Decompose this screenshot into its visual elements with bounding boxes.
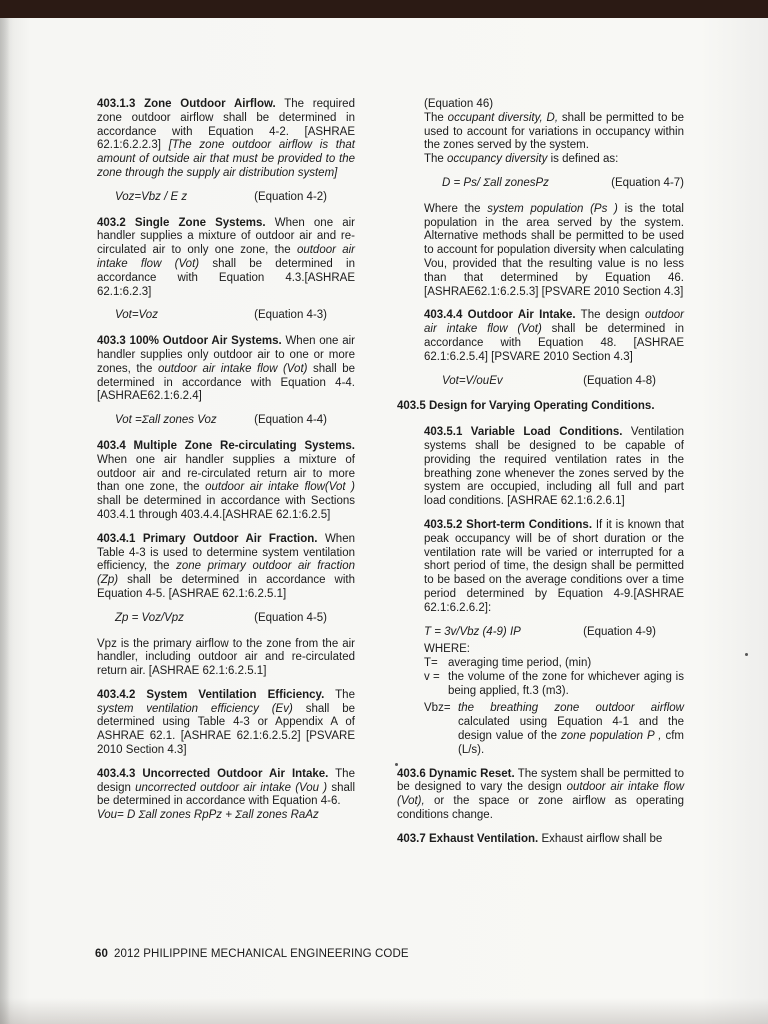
vpz-definition: Vpz is the primary airflow to the zone from the air handler, including outdoor air and re-circulated return air. [ASHRAE 62.1:6.2.5.1] [97, 637, 355, 678]
section-text: shall be determined using Table 4-3 or Appendix A of ASHRAE 62.1. [ASHRAE 62.1:6.2.5.2] [PSVARE 2010 Section 4.3] [97, 702, 355, 757]
occupancy-diversity-definition [424, 153, 684, 167]
section-heading: 403.4.3 Uncorrected Outdoor Air Intake. [97, 767, 329, 780]
text: Exhaust airflow shall be [541, 832, 663, 845]
definition-key: Vbz= [424, 702, 451, 715]
section-403-4-4 [424, 309, 684, 364]
section-text: shall be determined in accordance with Equation 4-5. [ASHRAE 62.1:6.2.5.1] [97, 574, 355, 600]
section-heading: 403.2 Single Zone Systems. [97, 216, 266, 229]
definition-value: averaging time period, (min) [448, 657, 592, 670]
text: shall be determined in accordance with Equation 48. [ASHRAE 62.1:6.2.5.4] [PSVARE 2010 Section 4.3] [424, 323, 685, 363]
section-text: shall be determined in accordance with Equation 4-6. [97, 781, 356, 808]
text: The design [580, 309, 640, 322]
equation-4-3 [97, 309, 355, 323]
text: The system shall be permitted to be designed to vary the design [397, 767, 684, 794]
system-population-text [424, 203, 684, 300]
section-heading: 403.3 100% Outdoor Air Systems. [97, 335, 282, 348]
section-italic-text: outdoor air intake flow(Vot ) [205, 481, 355, 494]
italic-text: zone population P , [560, 730, 662, 743]
italic-text: system population (Ps ) [487, 202, 618, 215]
section-403-4-3 [97, 768, 355, 809]
section-italic-text: system ventilation efficiency (Ev) [97, 702, 293, 715]
italic-text: outdoor air intake flow (Vot) [424, 309, 684, 336]
page-number: 60 [95, 948, 108, 960]
text: or the space or zone airflow as operating conditions change. [397, 795, 684, 822]
equation-formula: Voz=Vbz / E z [115, 190, 188, 203]
section-text: shall be determined in accordance with Equation 4-4. [ASHRAE62.1:6.2.4] [97, 362, 355, 403]
section-text: The [335, 688, 355, 701]
section-403-4-1 [97, 533, 355, 602]
where-label: WHERE: [424, 643, 470, 656]
italic-text: the breathing zone outdoor airflow [458, 702, 684, 715]
equation-label: (Equation 4-3) [254, 309, 327, 322]
scan-speck [395, 763, 398, 766]
text: The [424, 153, 444, 166]
section-heading: 403.4.4 Outdoor Air Intake. [424, 309, 576, 322]
left-column [97, 98, 355, 823]
text: The [424, 111, 444, 124]
section-text: When one air handler supplies only outdoor air to one or more zones, the [97, 335, 355, 375]
italic-text: occupancy diversity [447, 153, 548, 166]
section-text: shall be determined in accordance with Equation 4.3.[ASHRAE 62.1:6.2.3] [97, 257, 355, 298]
scan-speck [745, 653, 748, 656]
section-italic-text: outdoor air intake flow (Vot) [157, 362, 308, 375]
equation-4-8 [424, 375, 684, 389]
page-edge-shadow [0, 998, 768, 1024]
italic-text: occupant diversity, D, [447, 111, 559, 124]
equation-4-4 [97, 414, 355, 428]
section-403-6 [397, 768, 684, 823]
section-italic-text: outdoor air intake flow (Vot) [97, 244, 355, 270]
equation-label: (Equation 4-9) [583, 625, 656, 638]
section-text: When one air handler supplies a mixture of outdoor air and re-circulated air to only one zone, the [97, 216, 355, 257]
equation-4-6-formula: Vou= D Σall zones RpPz + Σall zones RaAz [97, 809, 319, 822]
section-403-1-3 [97, 98, 355, 181]
section-text: When one air handler supplies a mixture of outdoor air and re-circulated return air to more than one zone, the [97, 453, 355, 494]
equation-4-9 [424, 626, 684, 640]
text: calculated using Equation 4-1 and the design value of the [458, 716, 684, 743]
text: Ventilation systems shall be designed to be capable of providing the required ventilation rates in the breathing zone whenever the zones served by the system are occupied, including all full and part load conditions. [ASHRAE 62.1:6.2.6.1] [424, 426, 684, 508]
definition-value [458, 702, 684, 757]
section-italic-text: [The zone outdoor airflow is that amount of outside air that must be provided to the zone through the supply air distribution system] [97, 139, 355, 179]
definitions-list [424, 657, 684, 758]
section-403-4-2 [97, 689, 355, 758]
section-heading: 403.4.2 System Ventilation Efficiency. [97, 688, 325, 701]
equation-4-2 [97, 191, 355, 205]
definition-value: the volume of the zone for whichever aging is being applied, ft.3 (m3). [448, 670, 684, 697]
footer-title: 2012 PHILIPPINE MECHANICAL ENGINEERING CODE [114, 948, 409, 960]
text: is the total population in the area served by the system. Alternative methods shall be permitted to be used to account for population diversity when calculating Vou, provided that the resulting value is no less than that determined by Equation 46. [ASHRAE62.1:6.2.5.3] [PSVARE 2010 Section 4.3] [424, 202, 684, 298]
equation-label: (Equation 4-8) [583, 374, 656, 387]
text: If it is known that peak occupancy will be of short duration or the ventilation rate will be varied or interrupted for a short period of time, the design shall be permitted to be based on the average conditions over a time period determined by Equation 4-9.[ASHRAE 62.1:6.2.6.2]: [424, 518, 684, 614]
definition-key: v = [424, 670, 440, 683]
document-page [0, 18, 768, 1024]
equation-label: (Equation 4-2) [254, 190, 327, 203]
section-403-3 [97, 335, 355, 404]
section-italic-text: zone primary outdoor air fraction (Zp) [97, 560, 355, 587]
section-heading: 403.6 Dynamic Reset. [397, 767, 515, 780]
italic-text: outdoor air intake flow (Vot), [397, 781, 684, 808]
section-text: shall be determined in accordance with Sections 403.4.1 through 403.4.4.[ASHRAE 62.1:6.2.5] [97, 495, 355, 521]
section-text: The required zone outdoor airflow shall be determined in accordance with Equation 4-2. [ASHRAE 62.1:6.2.2.3] [97, 98, 355, 152]
text: Where the [424, 202, 481, 215]
equation-reference: (Equation 46) [424, 98, 494, 110]
section-heading: 403.5.2 Short-term Conditions. [424, 518, 593, 531]
section-403-5-1 [424, 426, 684, 509]
definition-row [424, 657, 684, 671]
equation-formula: T = 3v/Vbz (4-9) IP [424, 625, 521, 638]
section-text: When Table 4-3 is used to determine system ventilation efficiency, the [97, 532, 355, 573]
text: shall be permitted to be used to account for variations in occupancy within the zones served by the system. [424, 111, 684, 152]
section-text: The design [97, 767, 355, 794]
equation-4-5 [97, 612, 355, 626]
section-italic-text: uncorrected outdoor air intake (Vou ) [135, 781, 328, 794]
equation-label: (Equation 4-4) [254, 414, 327, 427]
section-heading: 403.4 Multiple Zone Re-circulating Systems. [97, 439, 355, 452]
section-403-2 [97, 217, 355, 300]
section-heading: 403.1.3 Zone Outdoor Airflow. [97, 98, 276, 110]
equation-formula: Vot =Σall zones Voz [115, 414, 217, 427]
equation-label: (Equation 4-5) [254, 611, 327, 624]
equation-formula: D = Ps/ Σall zonesPz [442, 176, 549, 189]
definition-key: T= [424, 657, 438, 670]
definition-row [424, 671, 684, 699]
section-heading: 403.5.1 Variable Load Conditions. [424, 426, 623, 439]
section-heading: 403.4.1 Primary Outdoor Air Fraction. [97, 532, 318, 545]
equation-formula: Vot=Voz [115, 309, 158, 322]
section-403-5-2 [424, 519, 684, 616]
occupant-diversity-text [424, 112, 684, 153]
section-403-5-title: 403.5 Design for Varying Operating Conditions. [397, 400, 655, 413]
text: is defined as: [550, 153, 619, 166]
equation-label: (Equation 4-7) [611, 176, 684, 189]
equation-4-7 [424, 177, 684, 191]
section-403-5-body [397, 426, 684, 758]
section-heading: 403.7 Exhaust Ventilation. [397, 832, 539, 845]
equation-46-continuation [397, 98, 684, 388]
page-footer [95, 948, 409, 960]
text: cfm (L/s). [458, 730, 684, 756]
equation-formula: Zp = Voz/Vpz [115, 611, 184, 624]
right-column [397, 98, 684, 857]
section-403-7 [397, 833, 684, 847]
section-403-4 [97, 440, 355, 523]
equation-formula: Vot=V/ouEv [442, 374, 503, 387]
definition-row [424, 702, 684, 757]
